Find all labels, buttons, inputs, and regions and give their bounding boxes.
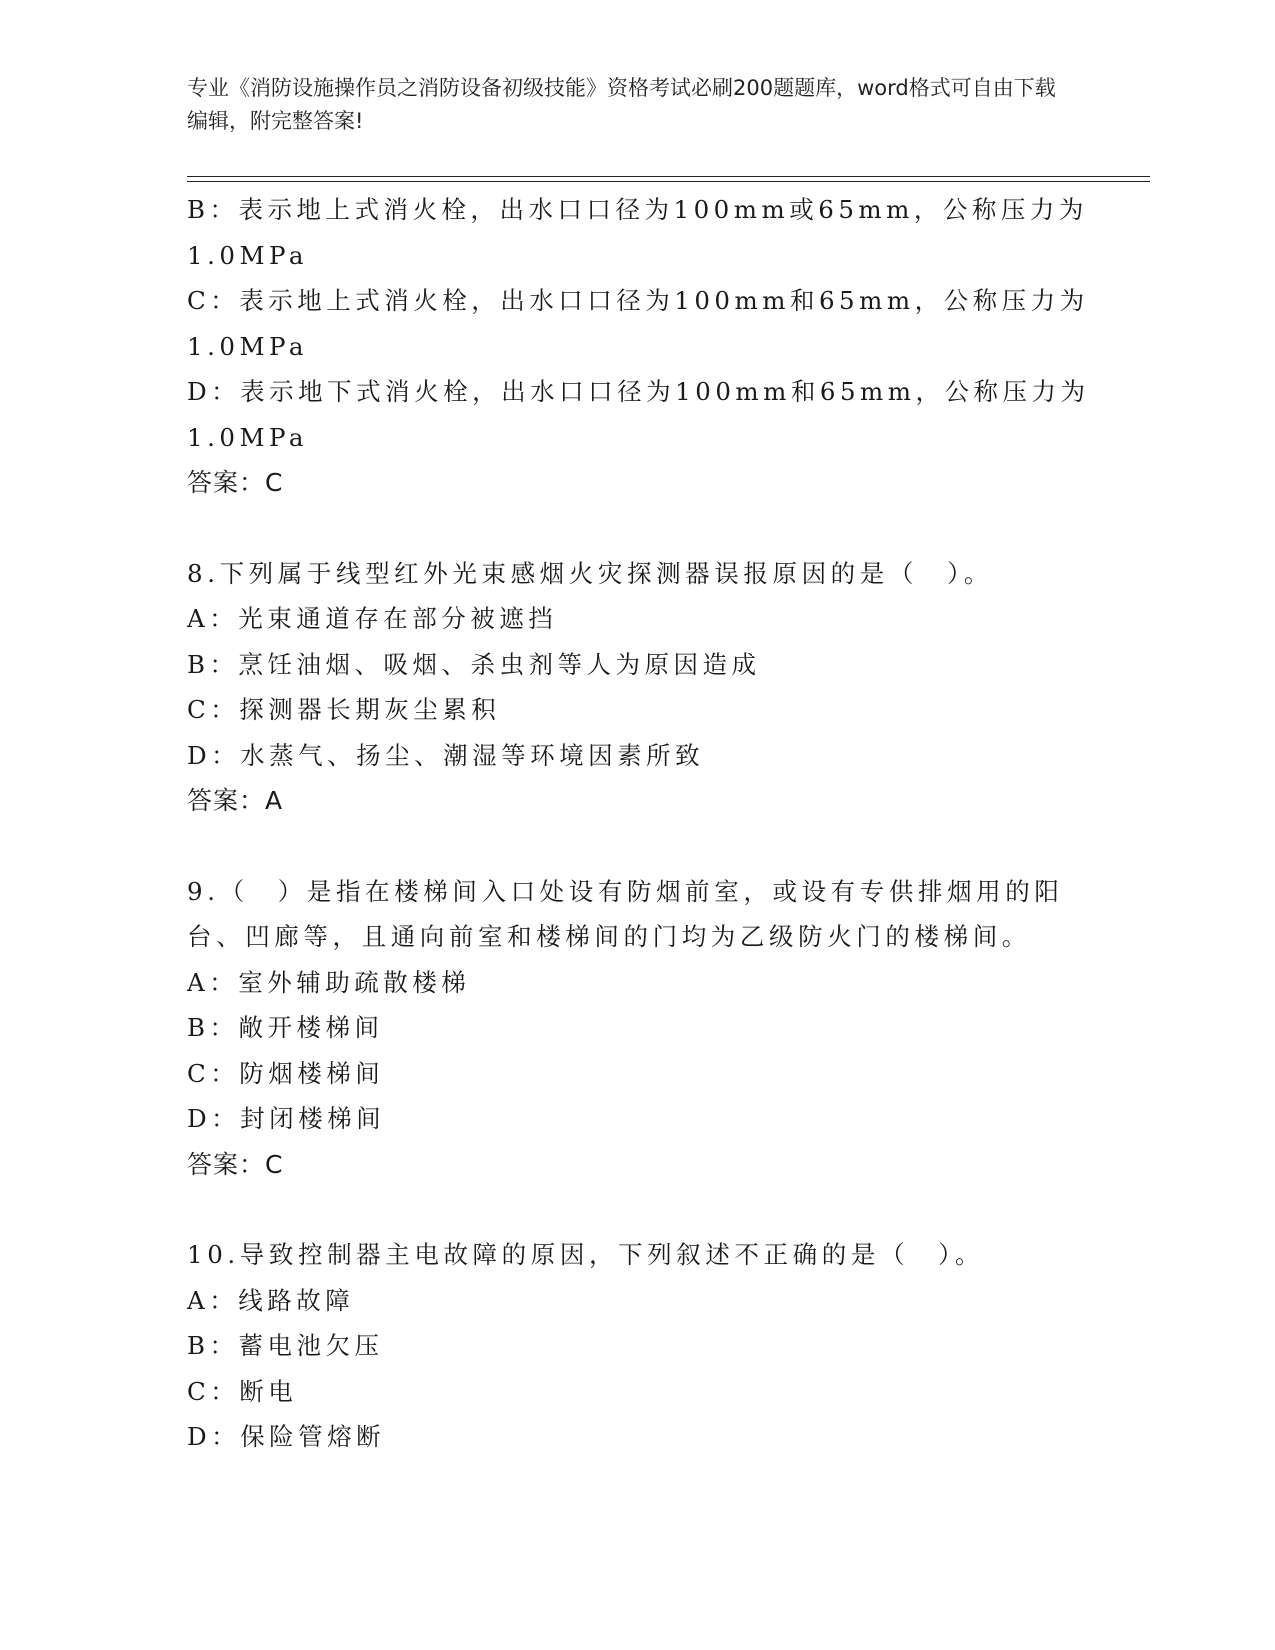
header-rule-top <box>187 176 1150 177</box>
question-7-continued <box>187 187 1090 506</box>
option-d: D：水蒸气、扬尘、潮湿等环境因素所致 <box>187 740 705 770</box>
option-a: A：室外辅助疏散楼梯 <box>187 967 471 997</box>
spacer <box>187 824 1067 869</box>
option-line: 1.0MPa <box>187 240 309 270</box>
answer-line: 答案：C <box>187 468 284 497</box>
option-b: B：蓄电池欠压 <box>187 1331 384 1360</box>
header-title: 专业《消防设施操作员之消防设备初级技能》资格考试必刷200题题库，word格式可自由下载编辑，附完整答案! <box>187 76 1056 133</box>
option-a: A：线路故障 <box>187 1285 355 1315</box>
option-line: B：表示地上式消火栓，出水口口径为100mm或65mm，公称压力为 <box>187 195 1088 224</box>
spacer <box>187 1187 1067 1232</box>
question-stem: 8.下列属于线型红外光束感烟火灾探测器误报原因的是（ ）。 <box>187 558 994 588</box>
option-c: C：防烟楼梯间 <box>187 1058 385 1088</box>
answer-line: 答案：C <box>187 1149 284 1179</box>
question-stem: 10.导致控制器主电故障的原因，下列叙述不正确的是（ ）。 <box>187 1240 985 1269</box>
option-d: D：保险管熔断 <box>187 1422 386 1451</box>
option-line: C：表示地上式消火栓，出水口口径为100mm和65mm，公称压力为 <box>187 286 1089 315</box>
question-9 <box>187 869 1067 1188</box>
option-line: 1.0MPa <box>187 422 309 452</box>
option-b: B：敞开楼梯间 <box>187 1013 384 1042</box>
option-line: 1.0MPa <box>187 331 309 361</box>
document-header <box>187 72 1067 138</box>
question-stem-line-2: 台、凹廊等，且通向前室和楼梯间的门均为乙级防火门的楼梯间。 <box>187 922 1031 951</box>
answer-line: 答案：A <box>187 786 284 815</box>
question-stem-line-1: 9.（ ）是指在楼梯间入口处设有防烟前室，或设有专供排烟用的阳 <box>187 876 1064 906</box>
question-10 <box>187 1232 1067 1460</box>
option-line: D：表示地下式消火栓，出水口口径为100mm和65mm，公称压力为 <box>187 377 1090 406</box>
option-b: B：烹饪油烟、吸烟、杀虫剂等人为原因造成 <box>187 649 761 679</box>
spacer <box>187 506 1067 551</box>
option-c: C：断电 <box>187 1376 298 1406</box>
option-c: C：探测器长期灰尘累积 <box>187 695 501 724</box>
question-8 <box>187 551 1067 824</box>
header-rule-bottom <box>187 181 1150 182</box>
option-a: A：光束通道存在部分被遮挡 <box>187 604 558 633</box>
question-content <box>187 187 1090 1460</box>
option-d: D：封闭楼梯间 <box>187 1104 386 1133</box>
